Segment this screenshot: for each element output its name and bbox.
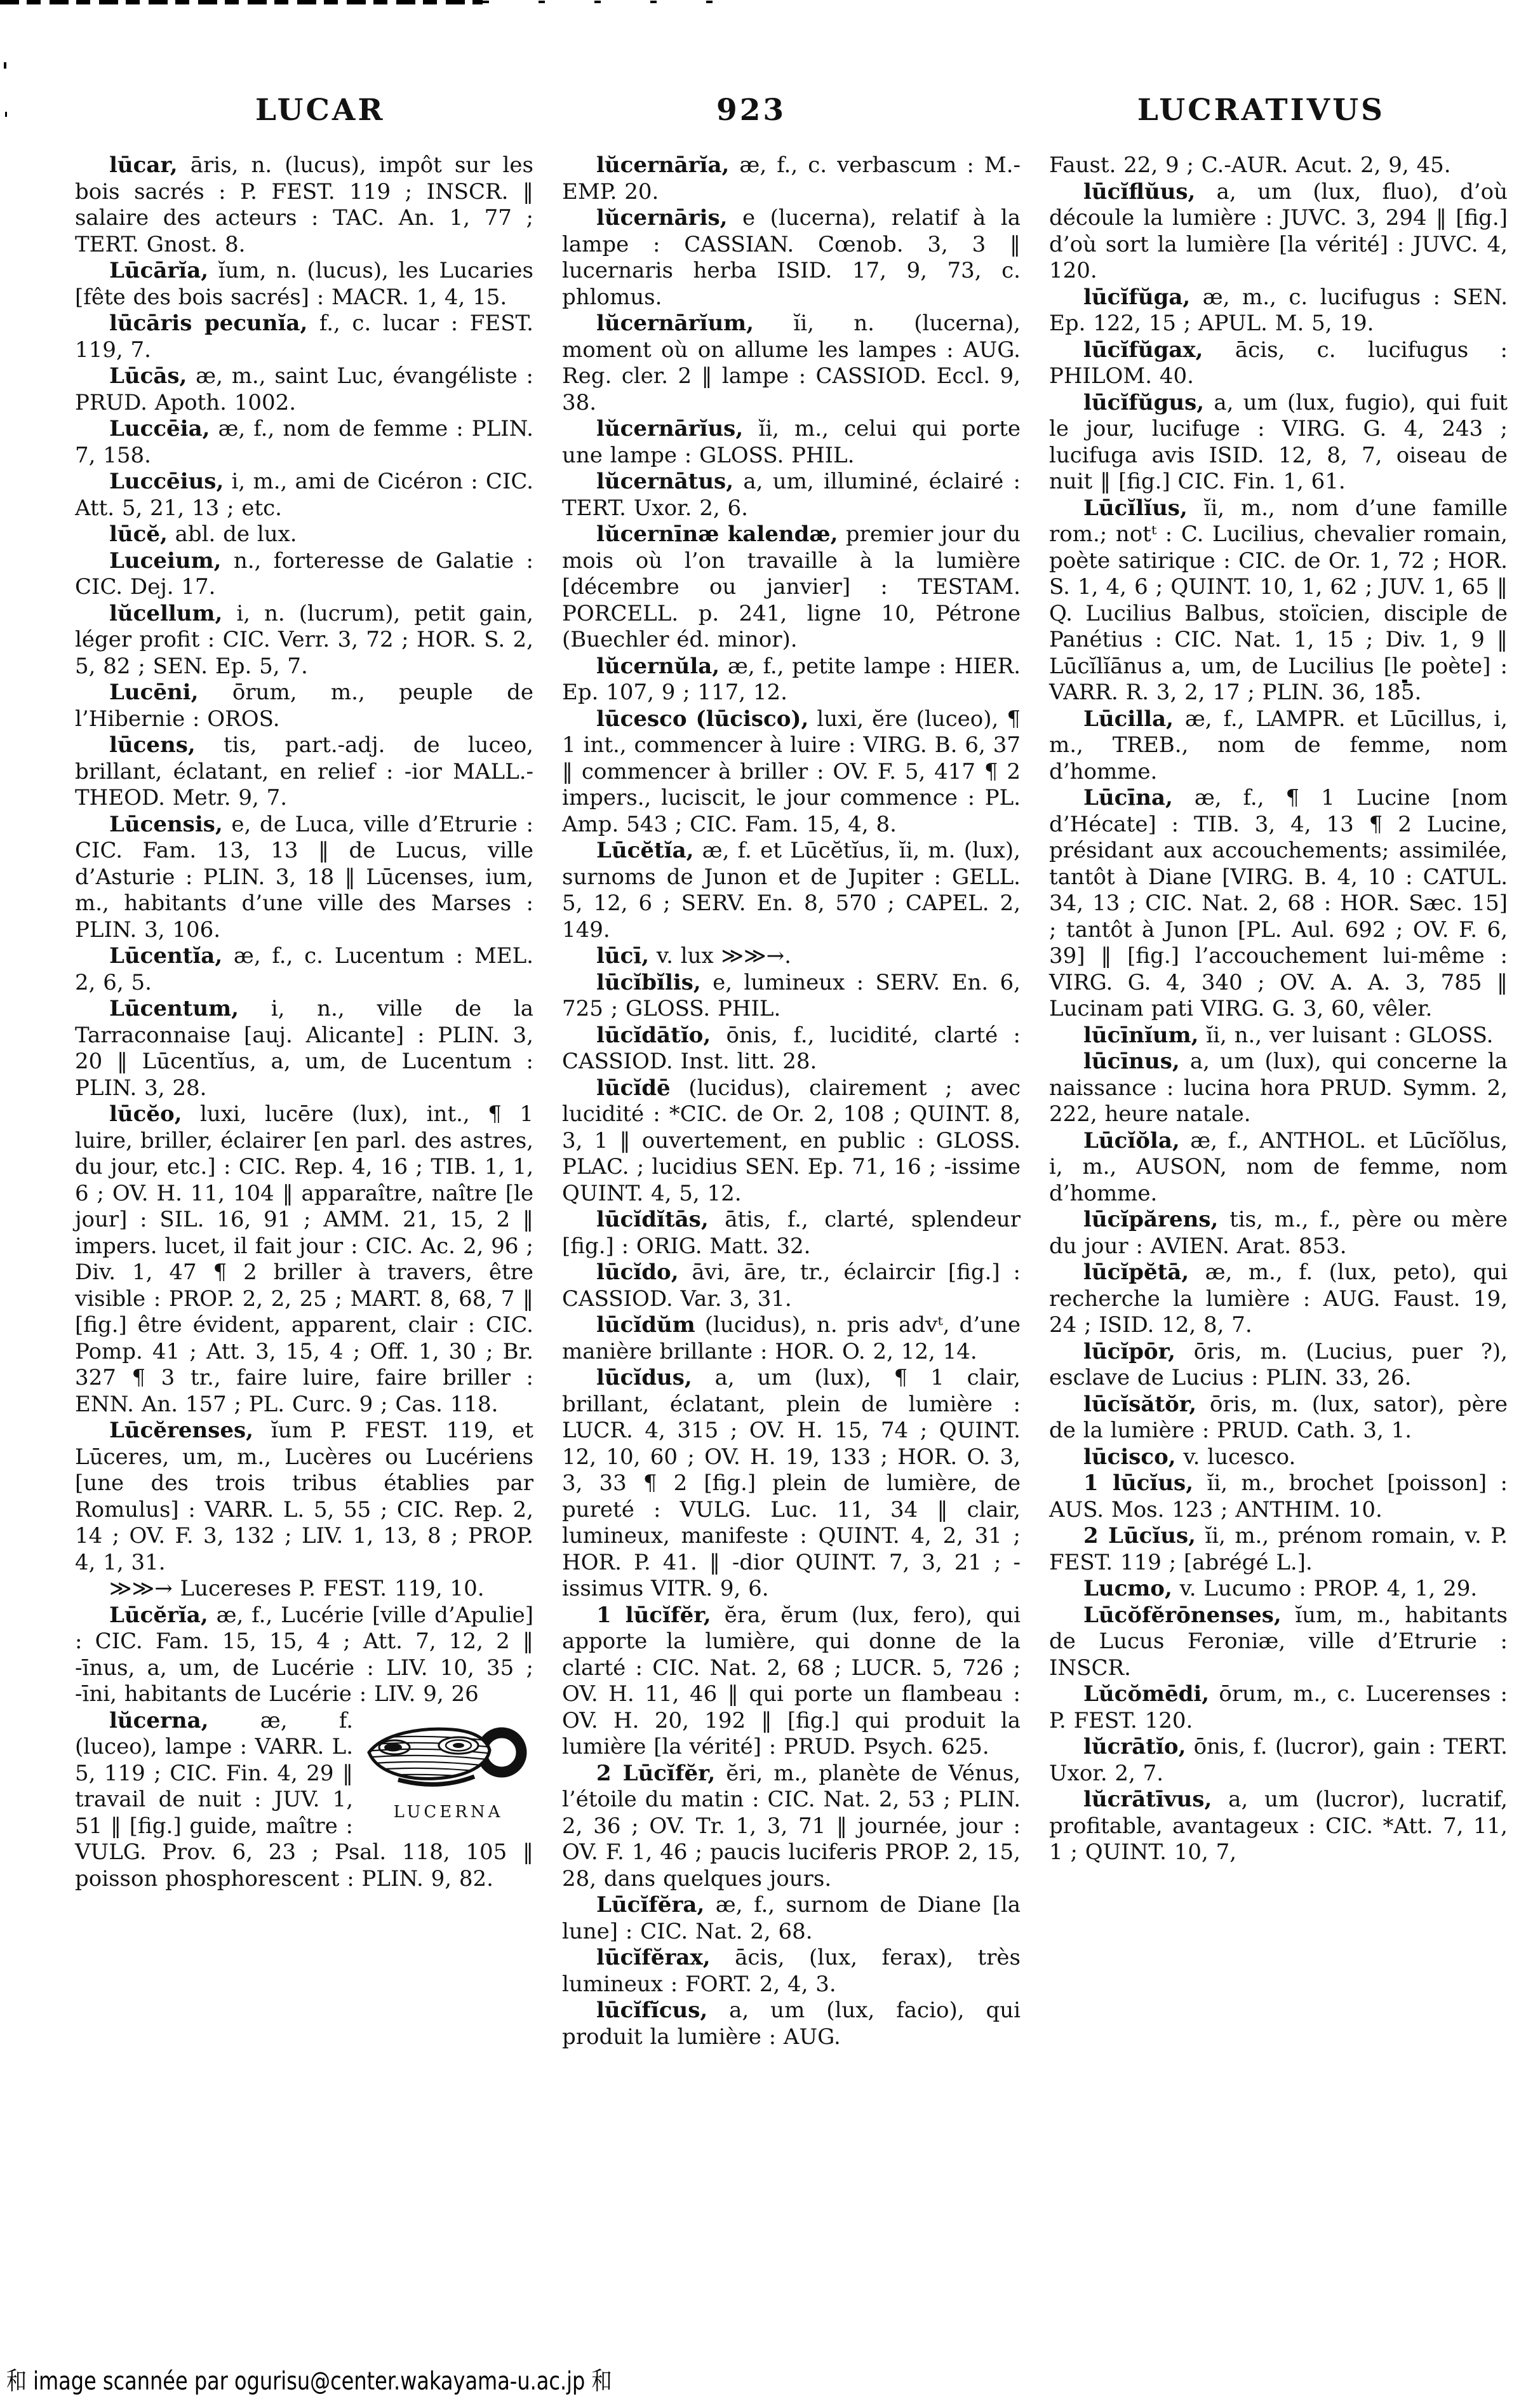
dictionary-column-2	[562, 152, 1021, 2050]
lucerna-figure	[363, 1714, 533, 1826]
dictionary-entry: lūcĭdŭm (lucidus), n. pris advᵗ, d’une manière brillante : HOR. O. 2, 12, 14.	[562, 1312, 1021, 1364]
dictionary-entry: lŭcellum, i, n. (lucrum), petit gain, léger profit : CIC. Verr. 3, 72 ; HOR. S. 2, 5, 82 ; SEN. Ep. 5, 7.	[75, 600, 533, 679]
entry-headword: lūcĭflŭus,	[1083, 178, 1196, 205]
dictionary-entry: lūcīnus, a, um (lux), qui concerne la naissance : lucina hora PRUD. Symm. 2, 222, heure natale.	[1049, 1049, 1508, 1127]
dictionary-entry: Lūcĕtĭa, æ, f. et Lūcĕtĭus, ĭi, m. (lux), surnoms de Junon et de Jupiter : GELL. 5, 12, 6 ; SERV. En. 8, 570 ; CAPEL. 2, 149.	[562, 838, 1021, 943]
entry-headword: Lūcīna,	[1083, 785, 1173, 810]
entry-headword: lūcĭfŭga,	[1083, 284, 1191, 310]
entry-headword: Lūcās,	[109, 363, 187, 389]
entry-headword: 2 Lūcĭfĕr,	[596, 1760, 716, 1786]
dictionary-entry: Lucēni, ōrum, m., peuple de l’Hibernie : OROS.	[75, 680, 533, 732]
dictionary-entry: Lūcās, æ, m., saint Luc, évangéliste : PRUD. Apoth. 1002.	[75, 363, 533, 415]
dictionary-entry: Lūcilla, æ, f., LAMPR. et Lūcillus, i, m., TREB., nom de femme, nom d’homme.	[1049, 706, 1508, 784]
entry-headword: lūcĭfĭcus,	[596, 1998, 708, 2023]
entry-headword: lūcĭsătŏr,	[1083, 1391, 1197, 1417]
entry-headword: 2 Lūcĭus,	[1083, 1523, 1196, 1549]
scan-edge-artifact	[483, 1, 749, 3]
dictionary-entry: 2 Lūcĭus, ĭi, m., prénom romain, v. P. FEST. 119 ; [abrégé L.].	[1049, 1523, 1508, 1575]
dictionary-entry: lūcĭfĕrax, ācis, (lux, ferax), très lumineux : FORT. 2, 4, 3.	[562, 1945, 1021, 1997]
dictionary-entry: lūcĕo, luxi, lucēre (lux), int., ¶ 1 luire, briller, éclairer [en parl. des astres, du jour, etc.] : CIC. Rep. 4, 16 ; TIB. 1, 1, 6 ; OV. H. 11, 104 ‖ apparaître, naître [le jour] : SIL. 16, 91 ; AMM. 21, 15, 2 ‖ impers. lucet, il fait jour : CIC. Ac. 2, 96 ; Div. 1, 47 ¶ 2 briller à travers, être visible : PROP. 2, 2, 25 ; MART. 8, 68, 7 ‖ [fig.] être évident, apparent, clair : CIC. Pomp. 41 ; Att. 3, 15, 4 ; Off. 1, 30 ; Br. 327 ¶ 3 tr., faire luire, faire briller : ENN. An. 157 ; PL. Curc. 9 ; Cas. 118.	[75, 1101, 533, 1417]
scan-credit: 和 image scannée par ogurisu@center.wakayama-u.ac.jp 和	[6, 2367, 612, 2396]
dictionary-entry: lūcĭfŭgax, ācis, c. lucifugus : PHILOM. 40.	[1049, 337, 1508, 389]
entry-headword: lūcĭfŭgax,	[1083, 337, 1203, 363]
dictionary-entry: lŭcernŭla, æ, f., petite lampe : HIER. Ep. 107, 9 ; 117, 12.	[562, 653, 1021, 705]
running-head	[0, 93, 1540, 128]
dictionary-column-1	[75, 152, 533, 2050]
dictionary-entry: Lūcentum, i, n., ville de la Tarraconnaise [auj. Alicante] : PLIN. 3, 20 ‖ Lūcentĭus, a, um, de Lucentum : PLIN. 3, 28.	[75, 996, 533, 1101]
entry-headword: lŭcernārĭa,	[596, 152, 730, 178]
dictionary-entry: lūcesco (lūcisco), luxi, ĕre (luceo), ¶ 1 int., commencer à luire : VIRG. B. 6, 37 ‖ commencer à briller : OV. F. 5, 417 ¶ 2 impers., luciscit, le jour commence : PL. Amp. 543 ; CIC. Fam. 15, 4, 8.	[562, 706, 1021, 837]
scan-edge-artifact	[0, 0, 483, 4]
entry-headword: Lūcŏfĕrōnenses,	[1083, 1602, 1282, 1628]
dictionary-entry: 1 lūcĭfĕr, ĕra, ĕrum (lux, fero), qui apporte la lumière, qui donne de la clarté : CIC. Nat. 2, 68 ; LUCR. 5, 726 ; OV. H. 11, 46 ‖ qui porte un flambeau : OV. H. 20, 192 ‖ [fig.] qui produit la lumière [la vérité] : PRUD. Psych. 625.	[562, 1602, 1021, 1759]
entry-headword: lūcĭdātĭo,	[596, 1022, 711, 1048]
dictionary-entry: lŭcernīnæ kalendæ, premier jour du mois où l’on travaille à la lumière [décembre ou janvier] : TESTAM. PORCELL. p. 241, ligne 10, Pétrone (Buechler éd. minor).	[562, 521, 1021, 652]
dictionary-entry: LUCERNA lŭcerna, æ, f. (luceo), lampe : VARR. L. 5, 119 ; CIC. Fin. 4, 29 ‖ travail de nuit : JUV. 1, 51 ‖ [fig.] guide, maître : VULG. Prov. 6, 23 ; Psal. 118, 105 ‖ poisson phosphorescent : PLIN. 9, 82.	[75, 1707, 533, 1892]
dictionary-entry: Luccēia, æ, f., nom de femme : PLIN. 7, 158.	[75, 416, 533, 468]
entry-headword: Luceium,	[109, 548, 222, 574]
entry-headword: lŭcernāris,	[596, 205, 728, 231]
entry-headword: lūcĭdĭtās,	[596, 1207, 709, 1232]
dictionary-entry: lŭcernātus, a, um, illuminé, éclairé : TERT. Uxor. 2, 6.	[562, 469, 1021, 521]
entry-headword: Lūcilla,	[1083, 706, 1174, 732]
dictionary-entry: lūcĭpōr, ōris, m. (Lucius, puer ?), esclave de Lucius : PLIN. 33, 26.	[1049, 1338, 1508, 1390]
entry-headword: Lūcensis,	[109, 811, 223, 837]
dictionary-entry: lūcar, āris, n. (lucus), impôt sur les bois sacrés : P. FEST. 119 ; INSCR. ‖ salaire des acteurs : TAC. An. 1, 77 ; TERT. Gnost. 8.	[75, 152, 533, 257]
dictionary-entry: lūcĭfĭcus, a, um (lux, facio), qui produit la lumière : AUG.	[562, 1998, 1021, 2050]
entry-headword: lŭcernārĭum,	[596, 311, 754, 336]
dictionary-entry: lūcī, v. lux ≫≫→.	[596, 943, 791, 969]
dictionary-entry: ≫≫→ Lucereses P. FEST. 119, 10.	[109, 1576, 485, 1601]
entry-headword: Lūcentum,	[109, 996, 239, 1021]
entry-headword: lūcī,	[596, 943, 650, 969]
dictionary-entry: lūcāris pecunĭa, f., c. lucar : FEST. 119, 7.	[75, 311, 533, 363]
entry-headword: lūcīnĭum,	[1083, 1022, 1199, 1048]
entry-headword: lūcĕo,	[109, 1101, 182, 1127]
guide-word-left: LUCAR	[255, 93, 385, 128]
dictionary-entry: Lūcārĭa, ĭum, n. (lucus), les Lucaries [fête des bois sacrés] : MACR. 1, 4, 15.	[75, 258, 533, 310]
dictionary-entry: Faust. 22, 9 ; C.-AUR. Acut. 2, 9, 45.	[1049, 152, 1451, 178]
dictionary-entry: lūcīnĭum, ĭi, n., ver luisant : GLOSS.	[1083, 1022, 1494, 1048]
entry-headword: lūcĭdo,	[596, 1260, 679, 1285]
dictionary-entry: Lūcŏfĕrōnenses, ĭum, m., habitants de Lucus Feroniæ, ville d’Etrurie : INSCR.	[1049, 1602, 1508, 1681]
dictionary-entry: 1 lūcĭus, ĭi, m., brochet [poisson] : AUS. Mos. 123 ; ANTHIM. 10.	[1049, 1470, 1508, 1522]
entry-headword: lūcisco,	[1083, 1444, 1176, 1470]
dictionary-entry: Lūcĭlĭus, ĭi, m., nom d’une famille rom.; notᵗ : C. Lucilius, chevalier romain, poète satirique : CIC. de Or. 1, 72 ; HOR. S. 1, 4, 6 ; QUINT. 10, 1, 62 ; JUV. 1, 65 ‖ Q. Lucilius Balbus, stoïcien, disciple de Panétius : CIC. Nat. 1, 15 ; Div. 1, 9 ‖ Lūcĭlĭānus a, um, de Lucilius [le poète] : VARR. R. 3, 2, 17 ; PLIN. 36, 185.	[1049, 495, 1508, 705]
entry-headword: lŭcernŭla,	[596, 653, 720, 679]
entry-headword: lūcĭfŭgus,	[1083, 389, 1205, 415]
entry-headword: Luccēia,	[109, 416, 210, 441]
entry-headword: Lūcĕtĭa,	[596, 838, 694, 863]
dictionary-entry: lūcens, tis, part.-adj. de luceo, brillant, éclatant, en relief : -ior MALL.-THEOD. Metr. 9, 7.	[75, 732, 533, 810]
entry-headword: lūcar,	[109, 152, 178, 178]
entry-headword: Lūcentĭa,	[109, 943, 223, 969]
dictionary-entry: lūcisco, v. lucesco.	[1083, 1444, 1296, 1470]
figure-caption: LUCERNA	[393, 1802, 504, 1822]
dictionary-entry: lŭcernārĭa, æ, f., c. verbascum : M.-EMP. 20.	[562, 152, 1021, 205]
entry-headword: lūcesco (lūcisco),	[596, 706, 809, 732]
dictionary-entry: Luceium, n., forteresse de Galatie : CIC. Dej. 17.	[75, 548, 533, 600]
entry-headword: Lūcĭlĭus,	[1083, 495, 1188, 521]
scan-speck	[4, 62, 6, 69]
dictionary-entry: lūcĭdus, a, um (lux), ¶ 1 clair, brillant, éclatant, plein de lumière : LUCR. 4, 315 ; OV. H. 15, 74 ; QUINT. 12, 10, 60 ; OV. H. 19, 133 ; HOR. O. 3, 3, 33 ¶ 2 [fig.] plein de lumière, de pureté : VULG. Luc. 11, 34 ‖ clair, lumineux, manifeste : QUINT. 4, 2, 31 ; HOR. P. 41. ‖ -dior QUINT. 7, 3, 21 ; -issimus VITR. 9, 6.	[562, 1365, 1021, 1601]
entry-headword: lūcĭdē	[596, 1075, 671, 1101]
entry-headword: lūcens,	[109, 732, 196, 758]
dictionary-entry: Lūcensis, e, de Luca, ville d’Etrurie : CIC. Fam. 13, 13 ‖ de Lucus, ville d’Asturie : PLIN. 3, 18 ‖ Lūcenses, ium, m., habitants d’une ville des Marses : PLIN. 3, 106.	[75, 811, 533, 943]
entry-headword: lŭcellum,	[109, 600, 223, 626]
entry-headword: lūcĭfĕrax,	[596, 1945, 711, 1970]
dictionary-entry: lūcĭfŭga, æ, m., c. lucifugus : SEN. Ep. 122, 15 ; APUL. M. 5, 19.	[1049, 284, 1508, 336]
dictionary-entry: lūcĭflŭus, a, um (lux, fluo), d’où découle la lumière : JUVC. 3, 294 ‖ [fig.] d’où sort la lumière [la vérité] : JUVC. 4, 120.	[1049, 178, 1508, 283]
dictionary-entry: lūcĭdĭtās, ātis, f., clarté, splendeur [fig.] : ORIG. Matt. 32.	[562, 1207, 1021, 1259]
dictionary-entry: Lūcĕrenses, ĭum P. FEST. 119, et Lūceres, um, m., Lucères ou Lucériens [une des trois tribus établies par Romulus] : VARR. L. 5, 55 ; CIC. Rep. 2, 14 ; OV. F. 3, 132 ; LIV. 1, 13, 8 ; PROP. 4, 1, 31.	[75, 1418, 533, 1575]
entry-headword: lūcĭpărens,	[1083, 1207, 1219, 1232]
entry-headword: lŭcernīnæ kalendæ,	[596, 521, 838, 547]
dictionary-entry: lūcĭbĭlis, e, lumineux : SERV. En. 6, 725 ; GLOSS. PHIL.	[562, 969, 1021, 1021]
dictionary-entry: lūcĭpĕtā, æ, m., f. (lux, peto), qui recherche la lumière : AUG. Faust. 19, 24 ; ISID. 12, 8, 7.	[1049, 1260, 1508, 1338]
dictionary-entry: 2 Lūcĭfĕr, ĕri, m., planète de Vénus, l’étoile du matin : CIC. Nat. 2, 53 ; PLIN. 2, 36 ; OV. Tr. 1, 3, 71 ‖ journée, jour : OV. F. 1, 46 ; paucis luciferis PROP. 2, 15, 28, dans quelques jours.	[562, 1760, 1021, 1892]
dictionary-entry: lŭcrātīvus, a, um (lucror), lucratif, profitable, avantageux : CIC. *Att. 7, 11, 1 ; QUINT. 10, 7,	[1049, 1787, 1508, 1865]
dictionary-columns	[75, 152, 1508, 2050]
entry-headword: lūcĭpōr,	[1083, 1338, 1175, 1364]
entry-headword: lŭcerna,	[109, 1707, 209, 1733]
entry-headword: Luccēius,	[109, 469, 224, 494]
dictionary-entry: Lūcĭŏla, æ, f., ANTHOL. et Lūcĭŏlus, i, m., AUSON, nom de femme, nom d’homme.	[1049, 1127, 1508, 1206]
entry-headword: Lucmo,	[1083, 1576, 1172, 1601]
dictionary-entry: lūcĭdo, āvi, āre, tr., éclaircir [fig.] : CASSIOD. Var. 3, 31.	[562, 1260, 1021, 1312]
dictionary-entry: lūcĭdē (lucidus), clairement ; avec lucidité : *CIC. de Or. 2, 108 ; QUINT. 8, 3, 1 ‖ ouvertement, en public : GLOSS. PLAC. ; lucidius SEN. Ep. 71, 16 ; -issime QUINT. 4, 5, 12.	[562, 1075, 1021, 1206]
entry-headword: lūcīnus,	[1083, 1049, 1180, 1074]
entry-headword: Lŭcŏmēdi,	[1083, 1681, 1210, 1707]
entry-headword: Lūcĭŏla,	[1083, 1127, 1180, 1153]
entry-headword: Lūcĕrĭa,	[109, 1602, 208, 1628]
entry-headword: Lūcārĭa,	[109, 258, 209, 283]
entry-headword: 1 lūcĭus,	[1083, 1470, 1194, 1496]
dictionary-entry: Lŭcŏmēdi, ōrum, m., c. Lucerenses : P. FEST. 120.	[1049, 1681, 1508, 1733]
oil-lamp-illustration	[365, 1714, 532, 1796]
dictionary-entry: lŭcrātĭo, ōnis, f. (lucror), gain : TERT. Uxor. 2, 7.	[1049, 1734, 1508, 1786]
dictionary-entry: lūcĕ, abl. de lux.	[109, 521, 297, 547]
entry-headword: lūcĭdus,	[596, 1365, 692, 1390]
entry-headword: lūcāris pecunĭa,	[109, 311, 308, 336]
dictionary-entry: Lūcĭfĕra, æ, f., surnom de Diane [la lune] : CIC. Nat. 2, 68.	[562, 1892, 1021, 1944]
dictionary-column-3	[1049, 152, 1508, 2050]
dictionary-entry: lūcĭdātĭo, ōnis, f., lucidité, clarté : CASSIOD. Inst. litt. 28.	[562, 1022, 1021, 1074]
dictionary-entry: Lūcĕrĭa, æ, f., Lucérie [ville d’Apulie] : CIC. Fam. 15, 15, 4 ; Att. 7, 12, 2 ‖ -īnus, a, um, de Lucérie : LIV. 10, 35 ; -īni, habitants de Lucérie : LIV. 9, 26	[75, 1602, 533, 1707]
dictionary-entry: lūcĭsătŏr, ōris, m. (lux, sator), père de la lumière : PRUD. Cath. 3, 1.	[1049, 1391, 1508, 1443]
entry-headword: lŭcernārĭus,	[596, 416, 744, 441]
entry-headword: Lucēni,	[109, 680, 199, 705]
guide-word-right: LUCRATIVUS	[1137, 93, 1385, 128]
dictionary-entry: Lūcentĭa, æ, f., c. Lucentum : MEL. 2, 6, 5.	[75, 943, 533, 995]
entry-headword: lŭcrātĭo,	[1083, 1734, 1186, 1759]
entry-headword: lūcĕ,	[109, 521, 168, 547]
dictionary-entry: lūcĭfŭgus, a, um (lux, fugio), qui fuit le jour, lucifuge : VIRG. G. 4, 243 ; lucifuga avis ISID. 12, 8, 7, oiseau de nuit ‖ [fig.] CIC. Fin. 1, 61.	[1049, 389, 1508, 494]
dictionary-entry: Lucmo, v. Lucumo : PROP. 4, 1, 29.	[1083, 1576, 1478, 1601]
dictionary-entry: lŭcernārĭum, ĭi, n. (lucerna), moment où on allume les lampes : AUG. Reg. cler. 2 ‖ lampe : CASSIOD. Eccl. 9, 38.	[562, 311, 1021, 415]
dictionary-entry: Luccēius, i, m., ami de Cicéron : CIC. Att. 5, 21, 13 ; etc.	[75, 469, 533, 521]
entry-headword: lŭcrātīvus,	[1083, 1787, 1212, 1812]
dictionary-entry: Lūcīna, æ, f., ¶ 1 Lucine [nom d’Hécate] : TIB. 3, 4, 13 ¶ 2 Lucine, présidant aux accouchements; assimilée, tantôt à Diane [VIRG. B. 4, 10 : CATUL. 34, 13 ; CIC. Nat. 2, 68 : HOR. Sæc. 15] ; tantôt à Junon [PL. Aul. 692 ; OV. F. 6, 39] ‖ [fig.] l’accouchement lui-même : VIRG. G. 4, 340 ; OV. A. A. 3, 785 ‖ Lucinam pati VIRG. G. 3, 60, vêler.	[1049, 785, 1508, 1021]
dictionary-entry: lŭcernārĭus, ĭi, m., celui qui porte une lampe : GLOSS. PHIL.	[562, 416, 1021, 468]
dictionary-entry: lūcĭpărens, tis, m., f., père ou mère du jour : AVIEN. Arat. 853.	[1049, 1207, 1508, 1259]
entry-headword: Lūcĕrenses,	[109, 1418, 253, 1443]
entry-headword: lūcĭbĭlis,	[596, 969, 701, 995]
entry-headword: Lūcĭfĕra,	[596, 1892, 705, 1918]
entry-headword: lūcĭdŭm	[596, 1312, 695, 1338]
entry-headword: lūcĭpĕtā,	[1083, 1260, 1189, 1285]
entry-headword: lŭcernātus,	[596, 469, 734, 494]
page-number: 923	[716, 93, 787, 128]
dictionary-entry: lŭcernāris, e (lucerna), relatif à la lampe : CASSIAN. Cœnob. 3, 3 ‖ lucernaris herba ISID. 17, 9, 73, c. phlomus.	[562, 205, 1021, 310]
entry-headword: 1 lūcĭfĕr,	[596, 1602, 711, 1628]
